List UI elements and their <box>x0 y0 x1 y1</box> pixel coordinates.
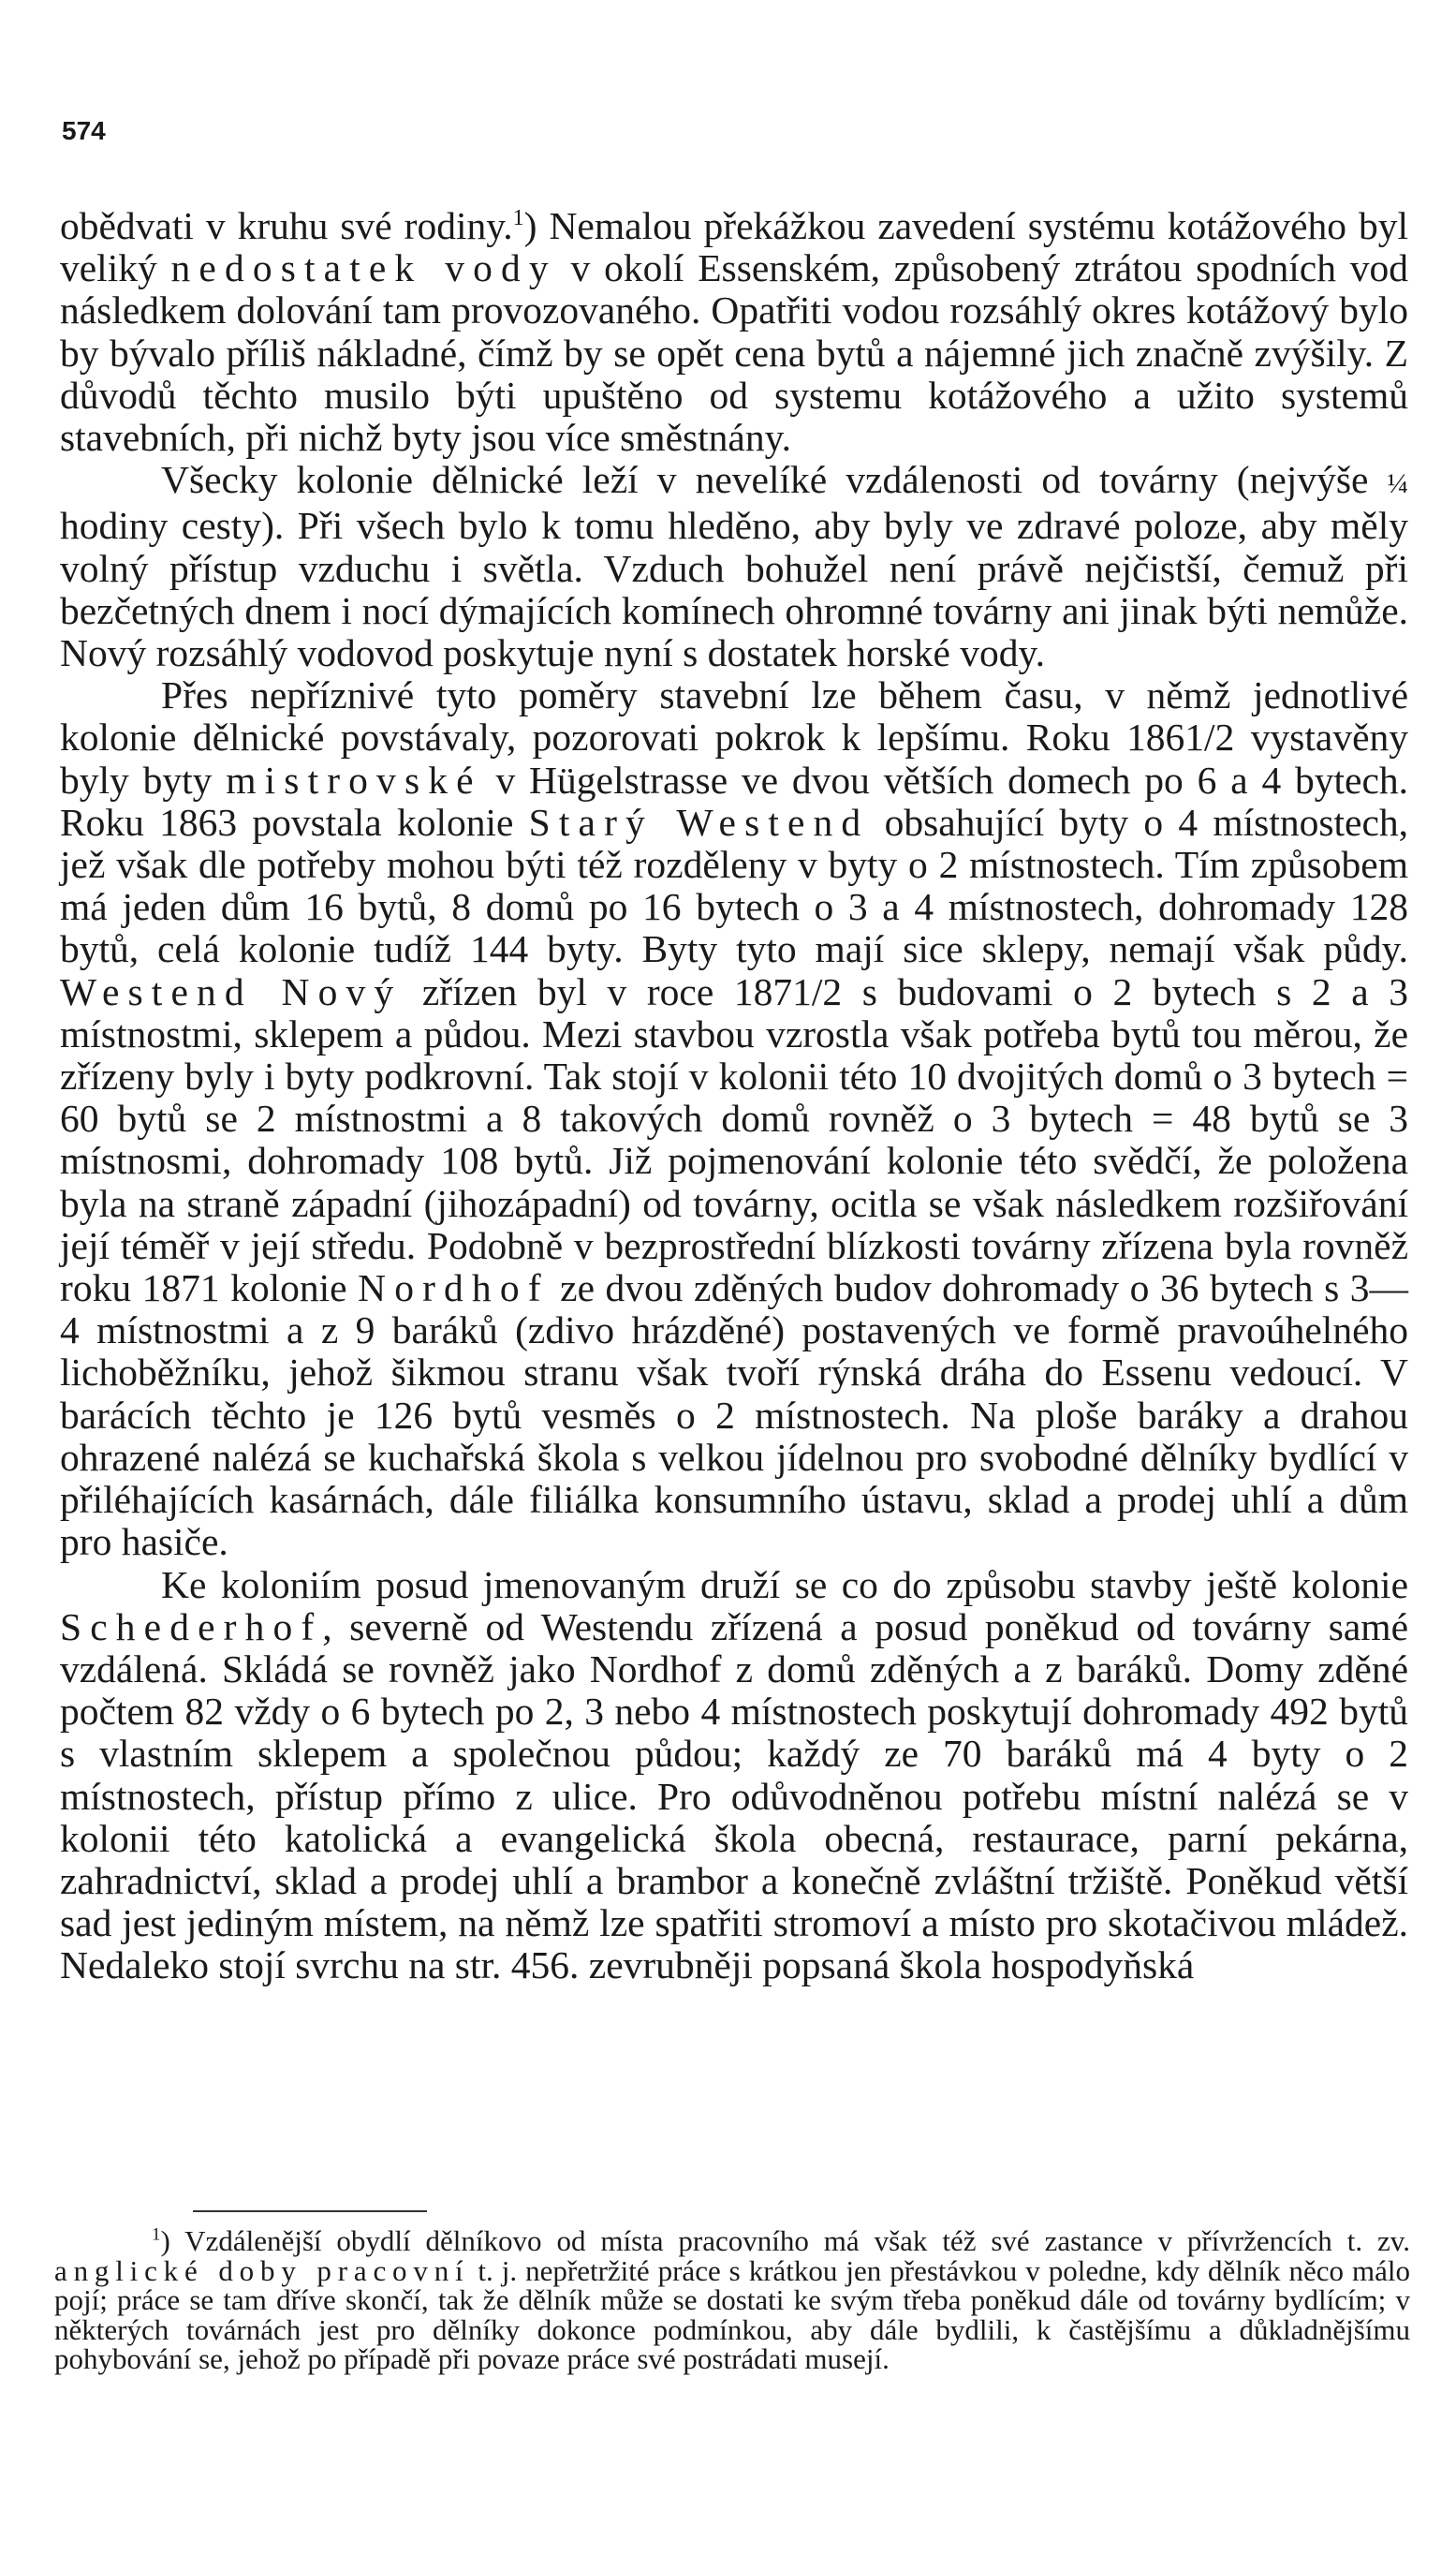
emphasis-spaced: Nordhof <box>358 1266 550 1310</box>
text-run: v okolí Essenském, způsobený ztrátou spodních vod následkem dolování tam provozovaného. Opatřiti vodou rozsáhlý okres kotážový bylo by bývalo příliš nákladné, čímž by se opět cena bytů a nájemné jich značně zvýšily. Z důvodů těchto musilo býti upuštěno od systemu kotážového a užito systemů stavebních, při nichž byty jsou více směstnány. <box>60 246 1408 460</box>
footnote-divider <box>193 2210 427 2212</box>
text-run: hodiny cesty). Při všech bylo k tomu hleděno, aby byly ve zdravé poloze, aby měly volný přístup vzduchu i světla. Vzduch bohužel není právě nejčistší, čemuž při bezčetných dnem i nocí dýmajících komínech ohromné továrny ani jinak býti nemůže. Nový rozsáhlý vodovod poskytuje nyní s dostatek horské vody. <box>60 504 1408 675</box>
page-number: 574 <box>62 116 106 145</box>
text-run: v Hügelstrasse ve dvou větších domech po 6 a 4 bytech. Roku 1863 povstala kolonie <box>60 758 1409 844</box>
fraction: ¼ <box>1387 468 1408 500</box>
emphasis-spaced: Westend Nový <box>60 969 403 1013</box>
emphasis-spaced: mistrovské <box>226 758 482 802</box>
text-run: obsahující byty o 4 místnostech, jež však dle potřeby mohou býti též rozděleny v byty o 2 místnostech. Tím způsobem má jeden dům 16 bytů, 8 domů po 16 bytech o 3 a 4 místnostech, dohromady 128 bytů, celá kolonie tudíž 144 byty. Byty tyto mají sice sklepy, nemají však půdy. <box>60 800 1409 971</box>
footnote-1 <box>54 2226 1410 2374</box>
emphasis-spaced: Starý Westend <box>528 800 870 844</box>
text-run: ze dvou zděných budov dohromady o 36 bytech s 3—4 místnostmi a z 9 baráků (zdivo hrázděné) postavených ve formě pravoúhelného lichoběžníku, jehož šikmou stranu však tvoří rýnská dráha do Essenu vedoucí. V barácích těchto je 126 bytů vesměs o 2 místnostech. Na ploše baráky a drahou ohrazené nalézá se kuchařská škola s velkou jídelnou pro svobodné dělníky bydlící v přiléhajících kasárnách, dále filiálka konsumního ústavu, sklad a prodej uhlí a dům pro hasiče. <box>60 1266 1408 1564</box>
footnotes <box>54 2226 1410 2374</box>
text-run: Ke koloniím posud jmenovaným druží se co do způsobu stavby ještě kolonie <box>161 1562 1408 1606</box>
text-run: , severně od Westendu zřízená a posud poněkud od továrny samé vzdálená. Skládá se rovněž jako Nordhof z domů zděných a z baráků. Domy zděné počtem 82 vždy o 6 bytech po 2, 3 nebo 4 místnostech poskytují dohromady 492 bytů s vlastním sklepem a společnou půdou; každý ze 70 baráků má 4 byty o 2 místnostech, přístup přímo z ulice. Pro odůvodněnou potřebu místní nalézá se v kolonii této katolická a evangelická škola obecná, restaurace, parní pekárna, zahradnictví, sklad a prodej uhlí a brambor a konečně zvláštní tržiště. Poněkud větší sad jest jediným místem, na němž lze spatřiti stromoví a místo pro skotačivou mládež. Nedaleko stojí svrchu na str. 456. zevrubněji popsaná škola hospodyňská <box>60 1604 1408 1987</box>
text-run: ) Nemalou překážkou zavedení systému kotážového byl veliký <box>60 204 1409 290</box>
text-run: t. j. nepřetržité práce s krátkou jen přestávkou v poledne, kdy dělník něco málo pojí; práce se tam dříve skončí, tak že dělník může se dostati ke svým třeba poněkud dále od továrny bydlícím; v některých továrnách jest pro dělníky dokonce podmínkou, aby dále bydlili, k častějšímu a důkladnějšímu pohybování se, jehož po případě při povaze práce své postrádati musejí. <box>54 2253 1410 2375</box>
text-run: ) Vzdálenější obydlí dělníkovo od místa pracovního má však též své zastance v přívržencích t. zv. <box>160 2224 1410 2257</box>
text-run: obědvati v kruhu své rodiny. <box>60 204 513 247</box>
footnote-reference: 1 <box>512 206 524 231</box>
emphasis-spaced: Schederhof <box>60 1604 323 1648</box>
paragraph-2 <box>60 459 1408 674</box>
emphasis-spaced: nedostatek vody <box>170 246 557 290</box>
body-text <box>60 205 1408 1987</box>
text-run: zřízen byl v roce 1871/2 s budovami o 2 bytech s 2 a 3 místnostmi, sklepem a půdou. Mezi stavbou vzrostla však potřeba bytů tou měrou, že zřízeny byly i byty podkrovní. Tak stojí v kolonii této 10 dvojitých domů o 3 bytech = 60 bytů se 2 místnostmi a 8 takových domů rovněž o 3 bytech = 48 bytů se 3 místnosmi, dohromady 108 bytů. Již pojmenování kolonie této svědčí, že položena byla na straně západní (jihozápadní) od továrny, ocitla se však následkem rozšiřování její téměř v její středu. Podobně v bezprostřední blízkosti továrny zřízena byla rovněž roku 1871 kolonie <box>60 969 1408 1310</box>
emphasis-spaced: anglické doby pracovní <box>54 2253 470 2287</box>
paragraph-1 <box>60 205 1408 459</box>
paragraph-4 <box>60 1564 1408 1987</box>
text-run: Přes nepříznivé tyto poměry stavební lze během času, v němž jednotlivé kolonie dělnické povstávaly, pozorovati pokrok k lepšímu. Roku 1861/2 vystavěny byly byty <box>60 673 1408 802</box>
text-run: Všecky kolonie dělnické leží v nevelíké vzdálenosti od továrny (nejvýše <box>161 458 1388 502</box>
footnote-marker: 1 <box>152 2224 161 2245</box>
paragraph-3 <box>60 674 1408 1563</box>
